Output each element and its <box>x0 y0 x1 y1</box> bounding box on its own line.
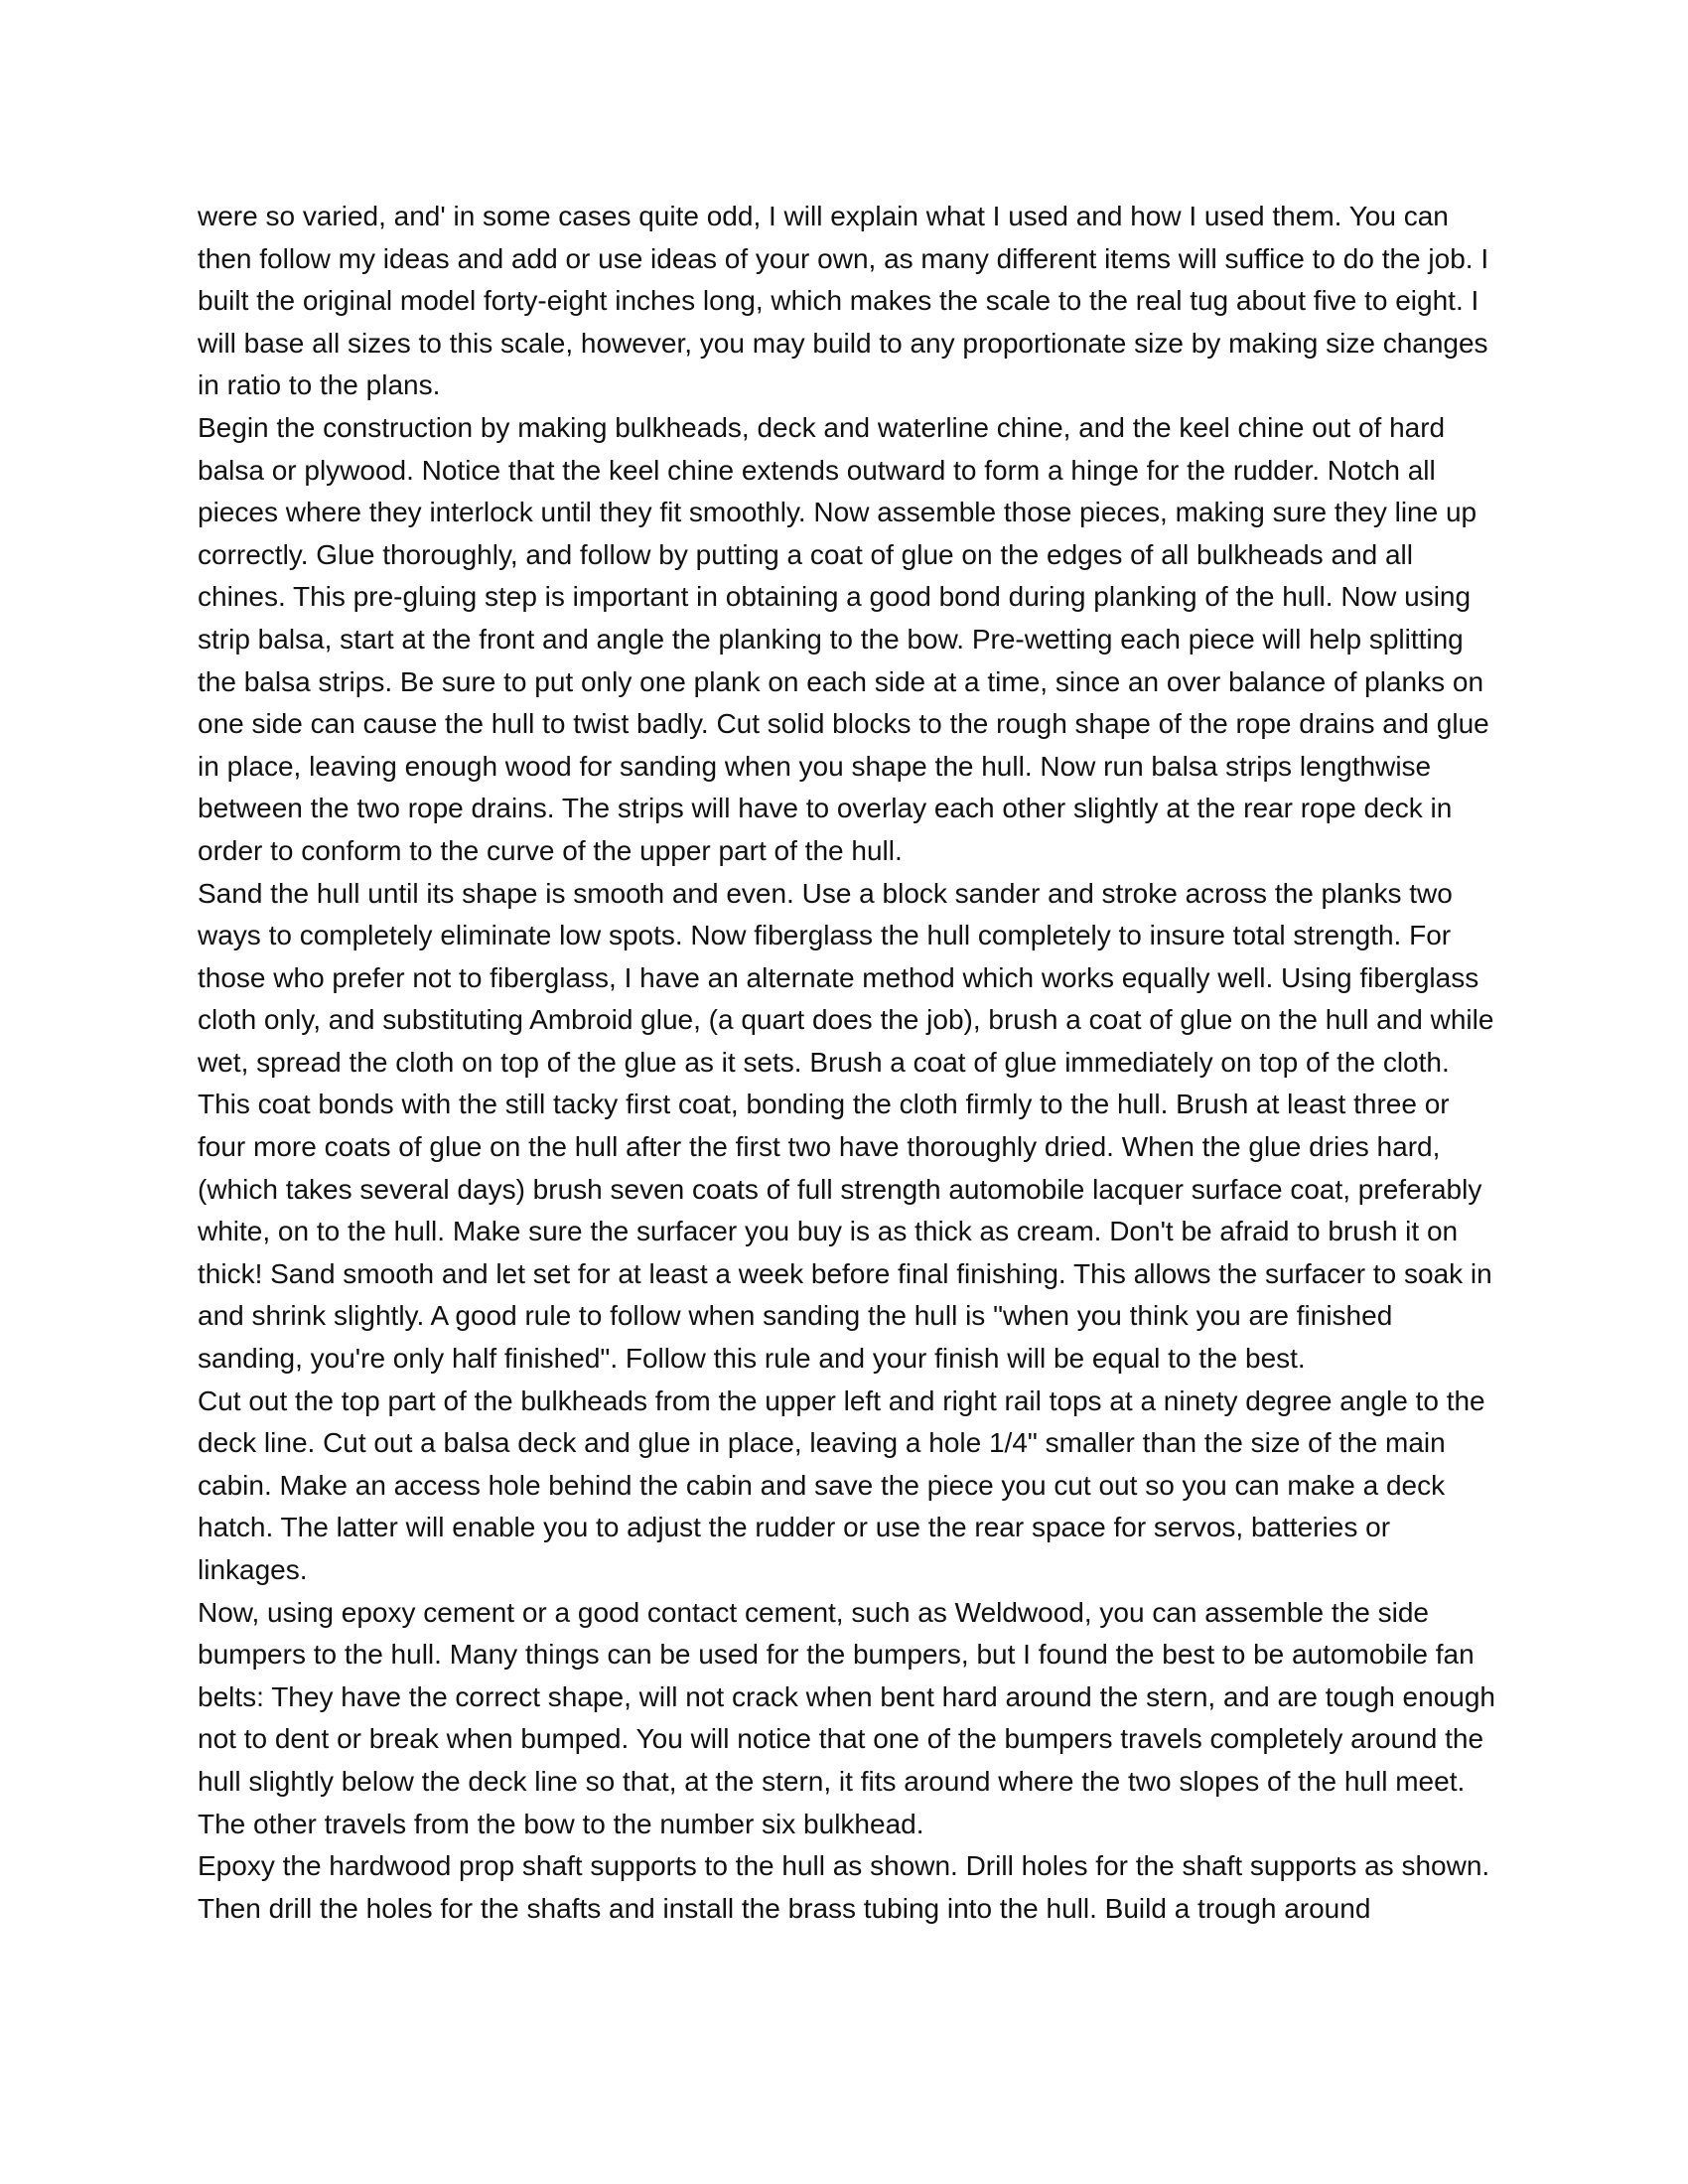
paragraph-deck: Cut out the top part of the bulkheads from the upper left and right rail tops at a ninety degree angle to the deck line. Cut out a balsa deck and glue in place, leaving a hole 1/4" smaller than the size of the main cabin. Make an access hole behind the cabin and save the piece you cut out so you can make a deck hatch. The latter will enable you to adjust the rudder or use the rear space for servos, batteries or linkages. <box>198 1384 1485 1585</box>
body-text <box>198 196 1498 1930</box>
paragraph-construction: Begin the construction by making bulkheads, deck and waterline chine, and the keel chine out of hard balsa or plywood. Notice that the keel chine extends outward to form a hinge for the rudder. Notch all pieces where they interlock until they fit smoothly. Now assemble those pieces, making sure they line up correctly. Glue thoroughly, and follow by putting a coat of glue on the edges of all bulkheads and all chines. This pre-gluing step is important in obtaining a good bond during planking of the hull. Now using strip balsa, start at the front and angle the planking to the bow. Pre-wetting each piece will help splitting the balsa strips. Be sure to put only one plank on each side at a time, since an over balance of planks on one side can cause the hull to twist badly. Cut solid blocks to the rough shape of the rope drains and glue in place, leaving enough wood for sanding when you shape the hull. Now run balsa strips lengthwise between the two rope drains. The strips will have to overlay each other slightly at the rear rope deck in order to conform to the curve of the upper part of the hull. <box>198 411 1489 866</box>
paragraph-sanding: Sand the hull until its shape is smooth and even. Use a block sander and stroke across the planks two ways to completely eliminate low spots. Now fiberglass the hull completely to insure total strength. For those who prefer not to fiberglass, I have an alternate method which works equally well. Using fiberglass cloth only, and substituting Ambroid glue, (a quart does the job), brush a coat of glue on the hull and while wet, spread the cloth on top of the glue as it sets. Brush a coat of glue immediately on top of the cloth. This coat bonds with the still tacky first coat, bonding the cloth firmly to the hull. Brush at least three or four more coats of glue on the hull after the first two have thoroughly dried. When the glue dries hard, (which takes several days) brush seven coats of full strength automobile lacquer surface coat, preferably white, on to the hull. Make sure the surfacer you buy is as thick as cream. Don't be afraid to brush it on thick! Sand smooth and let set for at least a week before final finishing. This allows the surfacer to soak in and shrink slightly. A good rule to follow when sanding the hull is "when you think you are finished sanding, you're only half finished". Follow this rule and your finish will be equal to the best. <box>198 877 1494 1375</box>
paragraph-prop-shaft: Epoxy the hardwood prop shaft supports to the hull as shown. Drill holes for the shaft supports as shown. Then drill the holes for the shafts and install the brass tubing into the hull. Build a trough around <box>198 1850 1490 1924</box>
paragraph-intro: were so varied, and' in some cases quite odd, I will explain what I used and how I used them. You can then follow my ideas and add or use ideas of your own, as many different items will suffice to do the job. I built the original model forty-eight inches long, which makes the scale to the real tug about five to eight. I will base all sizes to this scale, however, you may build to any proportionate size by making size changes in ratio to the plans. <box>198 201 1489 401</box>
paragraph-bumpers: Now, using epoxy cement or a good contact cement, such as Weldwood, you can assemble the side bumpers to the hull. Many things can be used for the bumpers, but I found the best to be automobile fan belts: They have the correct shape, will not crack when bent hard around the stern, and are tough enough not to dent or break when bumped. You will notice that one of the bumpers travels completely around the hull slightly below the deck line so that, at the stern, it fits around where the two slopes of the hull meet. The other travels from the bow to the number six bulkhead. <box>198 1596 1495 1839</box>
